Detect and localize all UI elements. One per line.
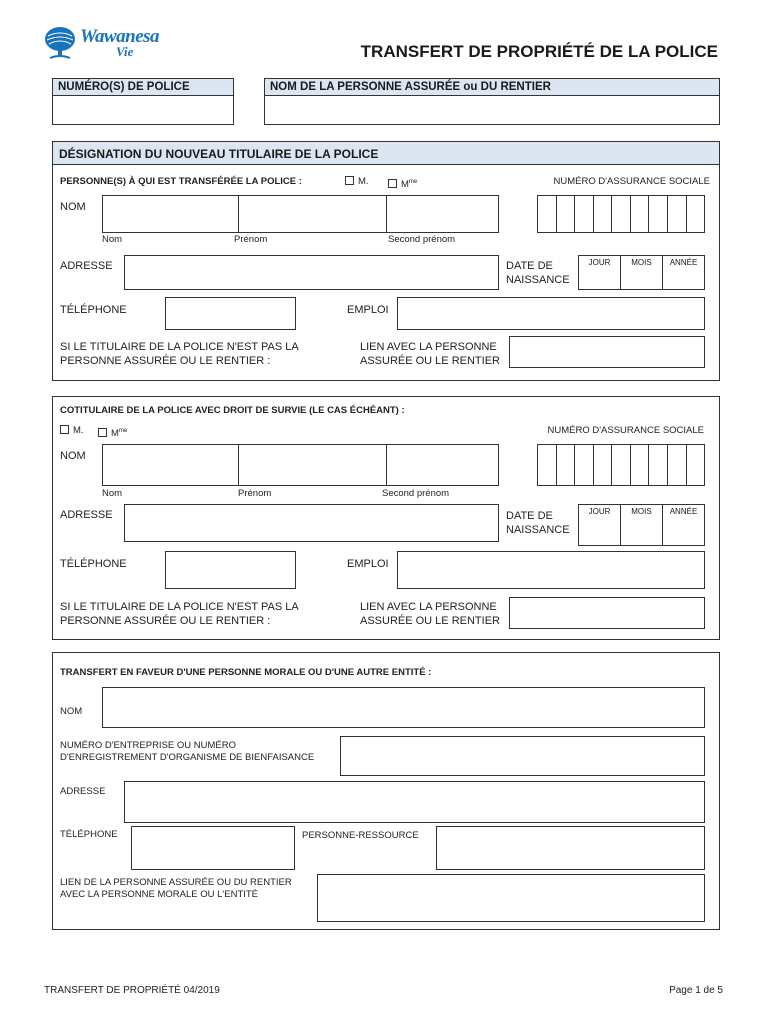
checkbox-icon <box>98 428 107 437</box>
last-name-caption: Nom <box>102 234 123 245</box>
address-label: ADRESSE <box>60 260 113 272</box>
address-field[interactable] <box>124 255 499 290</box>
policy-numbers-field[interactable] <box>52 95 234 125</box>
phone-label: TÉLÉPHONE <box>60 304 127 316</box>
phone-field[interactable] <box>165 297 296 330</box>
relation-field[interactable] <box>509 336 705 368</box>
last-name-field[interactable] <box>102 195 239 233</box>
entity-name-label: NOM <box>60 706 83 717</box>
insured-name-field[interactable] <box>264 95 720 125</box>
sin-label: NUMÉRO D'ASSURANCE SOCIALE <box>553 176 710 187</box>
page-title: TRANSFERT DE PROPRIÉTÉ DE LA POLICE <box>360 42 718 61</box>
co-first-name-caption: Prénom <box>238 488 272 499</box>
dob-label-1: DATE DE <box>506 260 553 272</box>
name-label: NOM <box>60 201 86 213</box>
co-dob-field[interactable]: JOUR MOIS ANNÉE <box>578 504 705 546</box>
co-job-label: EMPLOI <box>347 558 389 570</box>
middle-name-caption: Second prénom <box>388 234 456 245</box>
middle-name-field[interactable] <box>386 195 499 233</box>
co-middle-name-field[interactable] <box>386 444 499 486</box>
note-line-1: SI LE TITULAIRE DE LA POLICE N'EST PAS LA <box>60 341 299 353</box>
policy-numbers-header: NUMÉRO(S) DE POLICE <box>52 78 234 96</box>
co-first-name-field[interactable] <box>238 444 387 486</box>
co-address-label: ADRESSE <box>60 509 113 521</box>
co-address-field[interactable] <box>124 504 499 542</box>
entity-link-label-1: LIEN DE LA PERSONNE ASSURÉE OU DU RENTIER <box>60 877 292 888</box>
mrs-checkbox[interactable]: $M^{me}$ <box>388 176 417 191</box>
note-line-2: PERSONNE ASSURÉE OU LE RENTIER : <box>60 355 271 367</box>
co-last-name-caption: Nom <box>102 488 123 499</box>
sin-field[interactable] <box>537 195 705 233</box>
co-name-label: NOM <box>60 450 86 462</box>
job-field[interactable] <box>397 297 705 330</box>
relation-label-2: ASSURÉE OU LE RENTIER <box>360 355 500 367</box>
co-middle-name-caption: Second prénom <box>382 488 450 499</box>
contact-label: PERSONNE-RESSOURCE <box>302 830 419 841</box>
co-relation-label-2: ASSURÉE OU LE RENTIER <box>360 615 500 627</box>
co-sin-label: NUMÉRO D'ASSURANCE SOCIALE <box>547 425 704 436</box>
entity-phone-label: TÉLÉPHONE <box>60 829 118 840</box>
footer-page-number: Page 1 de 5 <box>669 985 723 996</box>
persons-label: PERSONNE(S) À QUI EST TRANSFÉRÉE LA POLICE : <box>60 176 302 187</box>
co-owner-header: COTITULAIRE DE LA POLICE AVEC DROIT DE SURVIE (LE CAS ÉCHÉANT) : <box>60 405 405 416</box>
entity-link-label-2: AVEC LA PERSONNE MORALE OU L'ENTITÉ <box>60 889 259 900</box>
checkbox-icon <box>345 176 354 185</box>
co-note-line-2: PERSONNE ASSURÉE OU LE RENTIER : <box>60 615 271 627</box>
brand-logo <box>44 26 184 62</box>
dob-field[interactable]: JOUR MOIS ANNÉE <box>578 255 705 290</box>
co-sin-field[interactable] <box>537 444 705 486</box>
entity-address-label: ADRESSE <box>60 786 106 797</box>
entity-name-field[interactable] <box>102 687 705 728</box>
co-job-field[interactable] <box>397 551 705 589</box>
co-dob-label-1: DATE DE <box>506 510 553 522</box>
brand-name: Wawanesa <box>80 26 160 47</box>
enterprise-label-1: NUMÉRO D'ENTREPRISE OU NUMÉRO <box>60 740 236 751</box>
co-dob-label-2: NAISSANCE <box>506 524 570 536</box>
footer-form-id: TRANSFERT DE PROPRIÉTÉ 04/2019 <box>44 985 220 996</box>
insured-name-header: NOM DE LA PERSONNE ASSURÉE ou DU RENTIER <box>264 78 720 96</box>
co-phone-field[interactable] <box>165 551 296 589</box>
co-phone-label: TÉLÉPHONE <box>60 558 127 570</box>
entity-header: TRANSFERT EN FAVEUR D'UNE PERSONNE MORALE OU D'UNE AUTRE ENTITÉ : <box>60 667 432 678</box>
first-name-caption: Prénom <box>234 234 268 245</box>
checkbox-icon <box>388 179 397 188</box>
co-relation-label-1: LIEN AVEC LA PERSONNE <box>360 601 497 613</box>
entity-address-field[interactable] <box>124 781 705 823</box>
tree-icon <box>44 26 76 60</box>
enterprise-label-2: D'ENREGISTREMENT D'ORGANISME DE BIENFAISANCE <box>60 752 315 763</box>
dob-label-2: NAISSANCE <box>506 274 570 286</box>
co-relation-field[interactable] <box>509 597 705 629</box>
co-last-name-field[interactable] <box>102 444 239 486</box>
contact-field[interactable] <box>436 826 705 870</box>
entity-link-field[interactable] <box>317 874 705 922</box>
co-note-line-1: SI LE TITULAIRE DE LA POLICE N'EST PAS LA <box>60 601 299 613</box>
new-owner-header: DÉSIGNATION DU NOUVEAU TITULAIRE DE LA POLICE <box>52 141 720 165</box>
co-mr-checkbox[interactable]: M. <box>60 425 84 437</box>
mr-checkbox[interactable]: M. <box>345 176 369 188</box>
enterprise-number-field[interactable] <box>340 736 705 776</box>
brand-sub: Vie <box>116 44 134 59</box>
checkbox-icon <box>60 425 69 434</box>
job-label: EMPLOI <box>347 304 389 316</box>
first-name-field[interactable] <box>238 195 387 233</box>
co-mrs-checkbox[interactable]: $M^{me}$ <box>98 425 127 440</box>
entity-phone-field[interactable] <box>131 826 295 870</box>
relation-label-1: LIEN AVEC LA PERSONNE <box>360 341 497 353</box>
